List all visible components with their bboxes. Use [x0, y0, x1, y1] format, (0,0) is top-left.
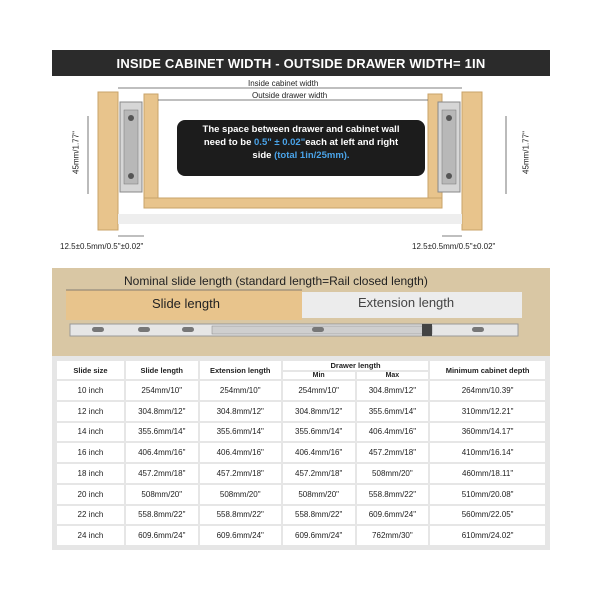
cabinet-floor: [118, 214, 462, 224]
table-row: [57, 443, 545, 462]
left-slide-inner: [124, 110, 138, 184]
cell-drawer-min: 457.2mm/18": [283, 464, 355, 483]
cell-extension-length: 406.4mm/16": [200, 443, 281, 462]
cell-extension-length: 508mm/20": [200, 485, 281, 504]
cell-extension-length: 457.2mm/18": [200, 464, 281, 483]
size-table-container: [52, 356, 550, 550]
table-row: [57, 464, 545, 483]
cell-drawer-min: 406.4mm/16": [283, 443, 355, 462]
callout-line-3: side (total 1in/25mm).: [252, 150, 350, 161]
cell-drawer-min: 254mm/10": [283, 381, 355, 400]
header-slide-size: Slide size: [57, 361, 124, 379]
cell-slide-size: 24 inch: [57, 526, 124, 545]
rail-slot-1-icon: [92, 327, 104, 332]
right-screw-top-icon: [446, 115, 452, 121]
cell-extension-length: 355.6mm/14": [200, 423, 281, 442]
cell-drawer-max: 558.8mm/22": [357, 485, 429, 504]
table-row: [57, 423, 545, 442]
cell-min-cabinet-depth: 560mm/22.05": [430, 506, 545, 525]
cell-slide-length: 254mm/10": [126, 381, 198, 400]
cell-drawer-max: 457.2mm/18": [357, 443, 429, 462]
table-row: [57, 526, 545, 545]
cell-drawer-max: 609.6mm/24": [357, 506, 429, 525]
header-drawer-min: Min: [283, 372, 355, 379]
left-cabinet-wall: [98, 92, 118, 230]
cell-drawer-max: 304.8mm/12": [357, 381, 429, 400]
left-screw-top-icon: [128, 115, 134, 121]
cell-min-cabinet-depth: 264mm/10.39": [430, 381, 545, 400]
right-height-label: 45mm/1.77": [521, 131, 531, 174]
right-cabinet-wall: [462, 92, 482, 230]
cell-min-cabinet-depth: 510mm/20.08": [430, 485, 545, 504]
cell-slide-size: 12 inch: [57, 402, 124, 421]
cell-slide-size: 16 inch: [57, 443, 124, 462]
cell-extension-length: 558.8mm/22": [200, 506, 281, 525]
cell-slide-size: 22 inch: [57, 506, 124, 525]
gap-callout: [177, 120, 425, 176]
slide-length-diagram: [52, 268, 550, 356]
rail-slot-5-icon: [472, 327, 484, 332]
cabinet-width-diagram: [52, 76, 550, 262]
slide-size-table: [55, 359, 547, 547]
slide-length-label: Slide length: [152, 296, 220, 311]
cell-slide-length: 406.4mm/16": [126, 443, 198, 462]
callout-line-1: The space between drawer and cabinet wall: [202, 124, 400, 135]
cell-drawer-min: 508mm/20": [283, 485, 355, 504]
cell-drawer-min: 558.8mm/22": [283, 506, 355, 525]
left-height-label: 45mm/1.77": [71, 131, 81, 174]
drawer-bottom: [144, 198, 442, 208]
header-slide-length: Slide length: [126, 361, 198, 379]
cell-slide-length: 558.8mm/22": [126, 506, 198, 525]
header-min-cabinet-depth: Minimum cabinet depth: [430, 361, 545, 379]
extension-length-label: Extension length: [358, 295, 455, 310]
right-slide-inner: [442, 110, 456, 184]
cell-slide-length: 609.6mm/24": [126, 526, 198, 545]
left-screw-bottom-icon: [128, 173, 134, 179]
left-gap-label: 12.5±0.5mm/0.5"±0.02": [60, 242, 144, 251]
cell-min-cabinet-depth: 360mm/14.17": [430, 423, 545, 442]
cell-min-cabinet-depth: 460mm/18.11": [430, 464, 545, 483]
ball-bearing-icon: [422, 324, 432, 336]
header-drawer-length: Drawer length: [283, 361, 428, 370]
cell-slide-length: 355.6mm/14": [126, 423, 198, 442]
table-row: [57, 506, 545, 525]
cell-min-cabinet-depth: 310mm/12.21": [430, 402, 545, 421]
rail-slot-4-icon: [312, 327, 324, 332]
inside-cabinet-width-label: Inside cabinet width: [248, 79, 319, 88]
table-row: [57, 485, 545, 504]
cell-drawer-max: 406.4mm/16": [357, 423, 429, 442]
cell-slide-length: 457.2mm/18": [126, 464, 198, 483]
header-extension-length: Extension length: [200, 361, 281, 379]
cell-min-cabinet-depth: 410mm/16.14": [430, 443, 545, 462]
cell-slide-length: 508mm/20": [126, 485, 198, 504]
cell-drawer-max: 355.6mm/14": [357, 402, 429, 421]
cell-slide-size: 18 inch: [57, 464, 124, 483]
right-screw-bottom-icon: [446, 173, 452, 179]
title-banner: INSIDE CABINET WIDTH - OUTSIDE DRAWER WIDTH= 1IN: [52, 50, 550, 76]
cell-drawer-min: 609.6mm/24": [283, 526, 355, 545]
cell-slide-size: 14 inch: [57, 423, 124, 442]
cell-drawer-min: 304.8mm/12": [283, 402, 355, 421]
rail-slot-3-icon: [182, 327, 194, 332]
cell-drawer-max: 762mm/30": [357, 526, 429, 545]
cell-min-cabinet-depth: 610mm/24.02": [430, 526, 545, 545]
table-row: [57, 381, 545, 400]
rail-slot-2-icon: [138, 327, 150, 332]
right-gap-label: 12.5±0.5mm/0.5"±0.02": [412, 242, 496, 251]
cell-extension-length: 609.6mm/24": [200, 526, 281, 545]
cell-extension-length: 304.8mm/12": [200, 402, 281, 421]
outside-drawer-width-label: Outside drawer width: [252, 91, 328, 100]
cell-drawer-min: 355.6mm/14": [283, 423, 355, 442]
cell-slide-size: 20 inch: [57, 485, 124, 504]
cell-slide-size: 10 inch: [57, 381, 124, 400]
header-drawer-max: Max: [357, 372, 429, 379]
callout-line-2: need to be 0.5" ± 0.02"each at left and right: [203, 137, 399, 148]
cell-drawer-max: 508mm/20": [357, 464, 429, 483]
cell-extension-length: 254mm/10": [200, 381, 281, 400]
left-drawer-side: [144, 94, 158, 206]
table-row: [57, 402, 545, 421]
cell-slide-length: 304.8mm/12": [126, 402, 198, 421]
nominal-slide-length-label: Nominal slide length (standard length=Rail closed length): [124, 274, 428, 288]
